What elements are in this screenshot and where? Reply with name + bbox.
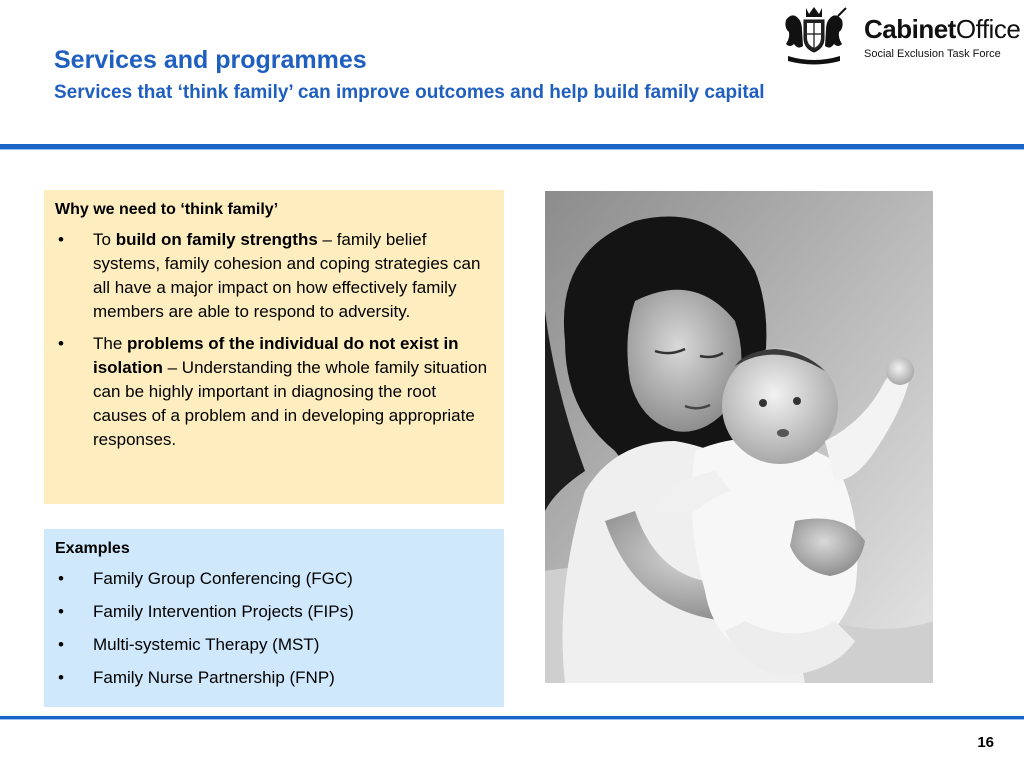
why-panel-heading: Why we need to ‘think family’ xyxy=(55,201,279,218)
list-item xyxy=(55,633,492,657)
mother-and-baby-photo xyxy=(545,191,933,683)
example-label: Family Group Conferencing (FGC) xyxy=(93,569,353,588)
page-title: Services and programmes xyxy=(54,46,367,74)
logo-wordmark-bold: Cabinet xyxy=(864,14,956,44)
bullet-marker: • xyxy=(58,334,64,353)
royal-coat-of-arms-icon xyxy=(780,4,848,68)
bullet-marker: • xyxy=(58,569,64,588)
bullet-marker: • xyxy=(58,668,64,687)
list-item xyxy=(55,228,492,324)
bullet-emphasis: build on family strengths xyxy=(115,230,318,249)
example-label: Family Intervention Projects (FIPs) xyxy=(93,602,354,621)
baby-mouth xyxy=(777,429,789,437)
examples-panel-heading: Examples xyxy=(55,540,130,557)
page-subtitle: Services that ‘think family’ can improve outcomes and help build family capital xyxy=(54,82,765,103)
why-panel-list xyxy=(55,228,492,452)
baby-hand xyxy=(886,357,914,385)
baby-head xyxy=(722,348,838,464)
list-item xyxy=(55,567,492,591)
bullet-prefix: To xyxy=(93,230,116,249)
footer-divider-shadow xyxy=(0,719,1024,720)
list-item xyxy=(55,666,492,690)
page-number: 16 xyxy=(977,734,994,751)
bullet-prefix: The xyxy=(93,334,128,353)
examples-panel xyxy=(44,529,504,707)
examples-list xyxy=(55,567,492,690)
bullet-emphasis: problems of the individual do not exist in isolation xyxy=(93,334,459,377)
logo-wordmark-regular: Office xyxy=(955,14,1021,44)
example-label: Family Nurse Partnership (FNP) xyxy=(93,668,335,687)
bullet-marker: • xyxy=(58,230,64,249)
example-label: Multi-systemic Therapy (MST) xyxy=(93,635,320,654)
logo-wordmark xyxy=(864,14,1020,45)
header-divider-shadow xyxy=(0,149,1024,150)
bullet-text: – Understanding the whole family situation can be highly important in diagnosing the root causes of a problem and in developing appropriate responses. xyxy=(93,358,488,449)
logo-subtitle: Social Exclusion Task Force xyxy=(864,48,1001,60)
why-think-family-panel xyxy=(44,190,504,504)
bullet-text: – family belief systems, family cohesion and coping strategies can all have a major impact on how effectively family members are able to respond to adversity. xyxy=(93,230,481,321)
bullet-marker: • xyxy=(58,635,64,654)
bullet-marker: • xyxy=(58,602,64,621)
list-item xyxy=(55,600,492,624)
cabinet-office-logo xyxy=(780,4,1020,68)
baby-eye-right xyxy=(793,397,801,405)
list-item xyxy=(55,332,492,452)
baby-eye-left xyxy=(759,399,767,407)
